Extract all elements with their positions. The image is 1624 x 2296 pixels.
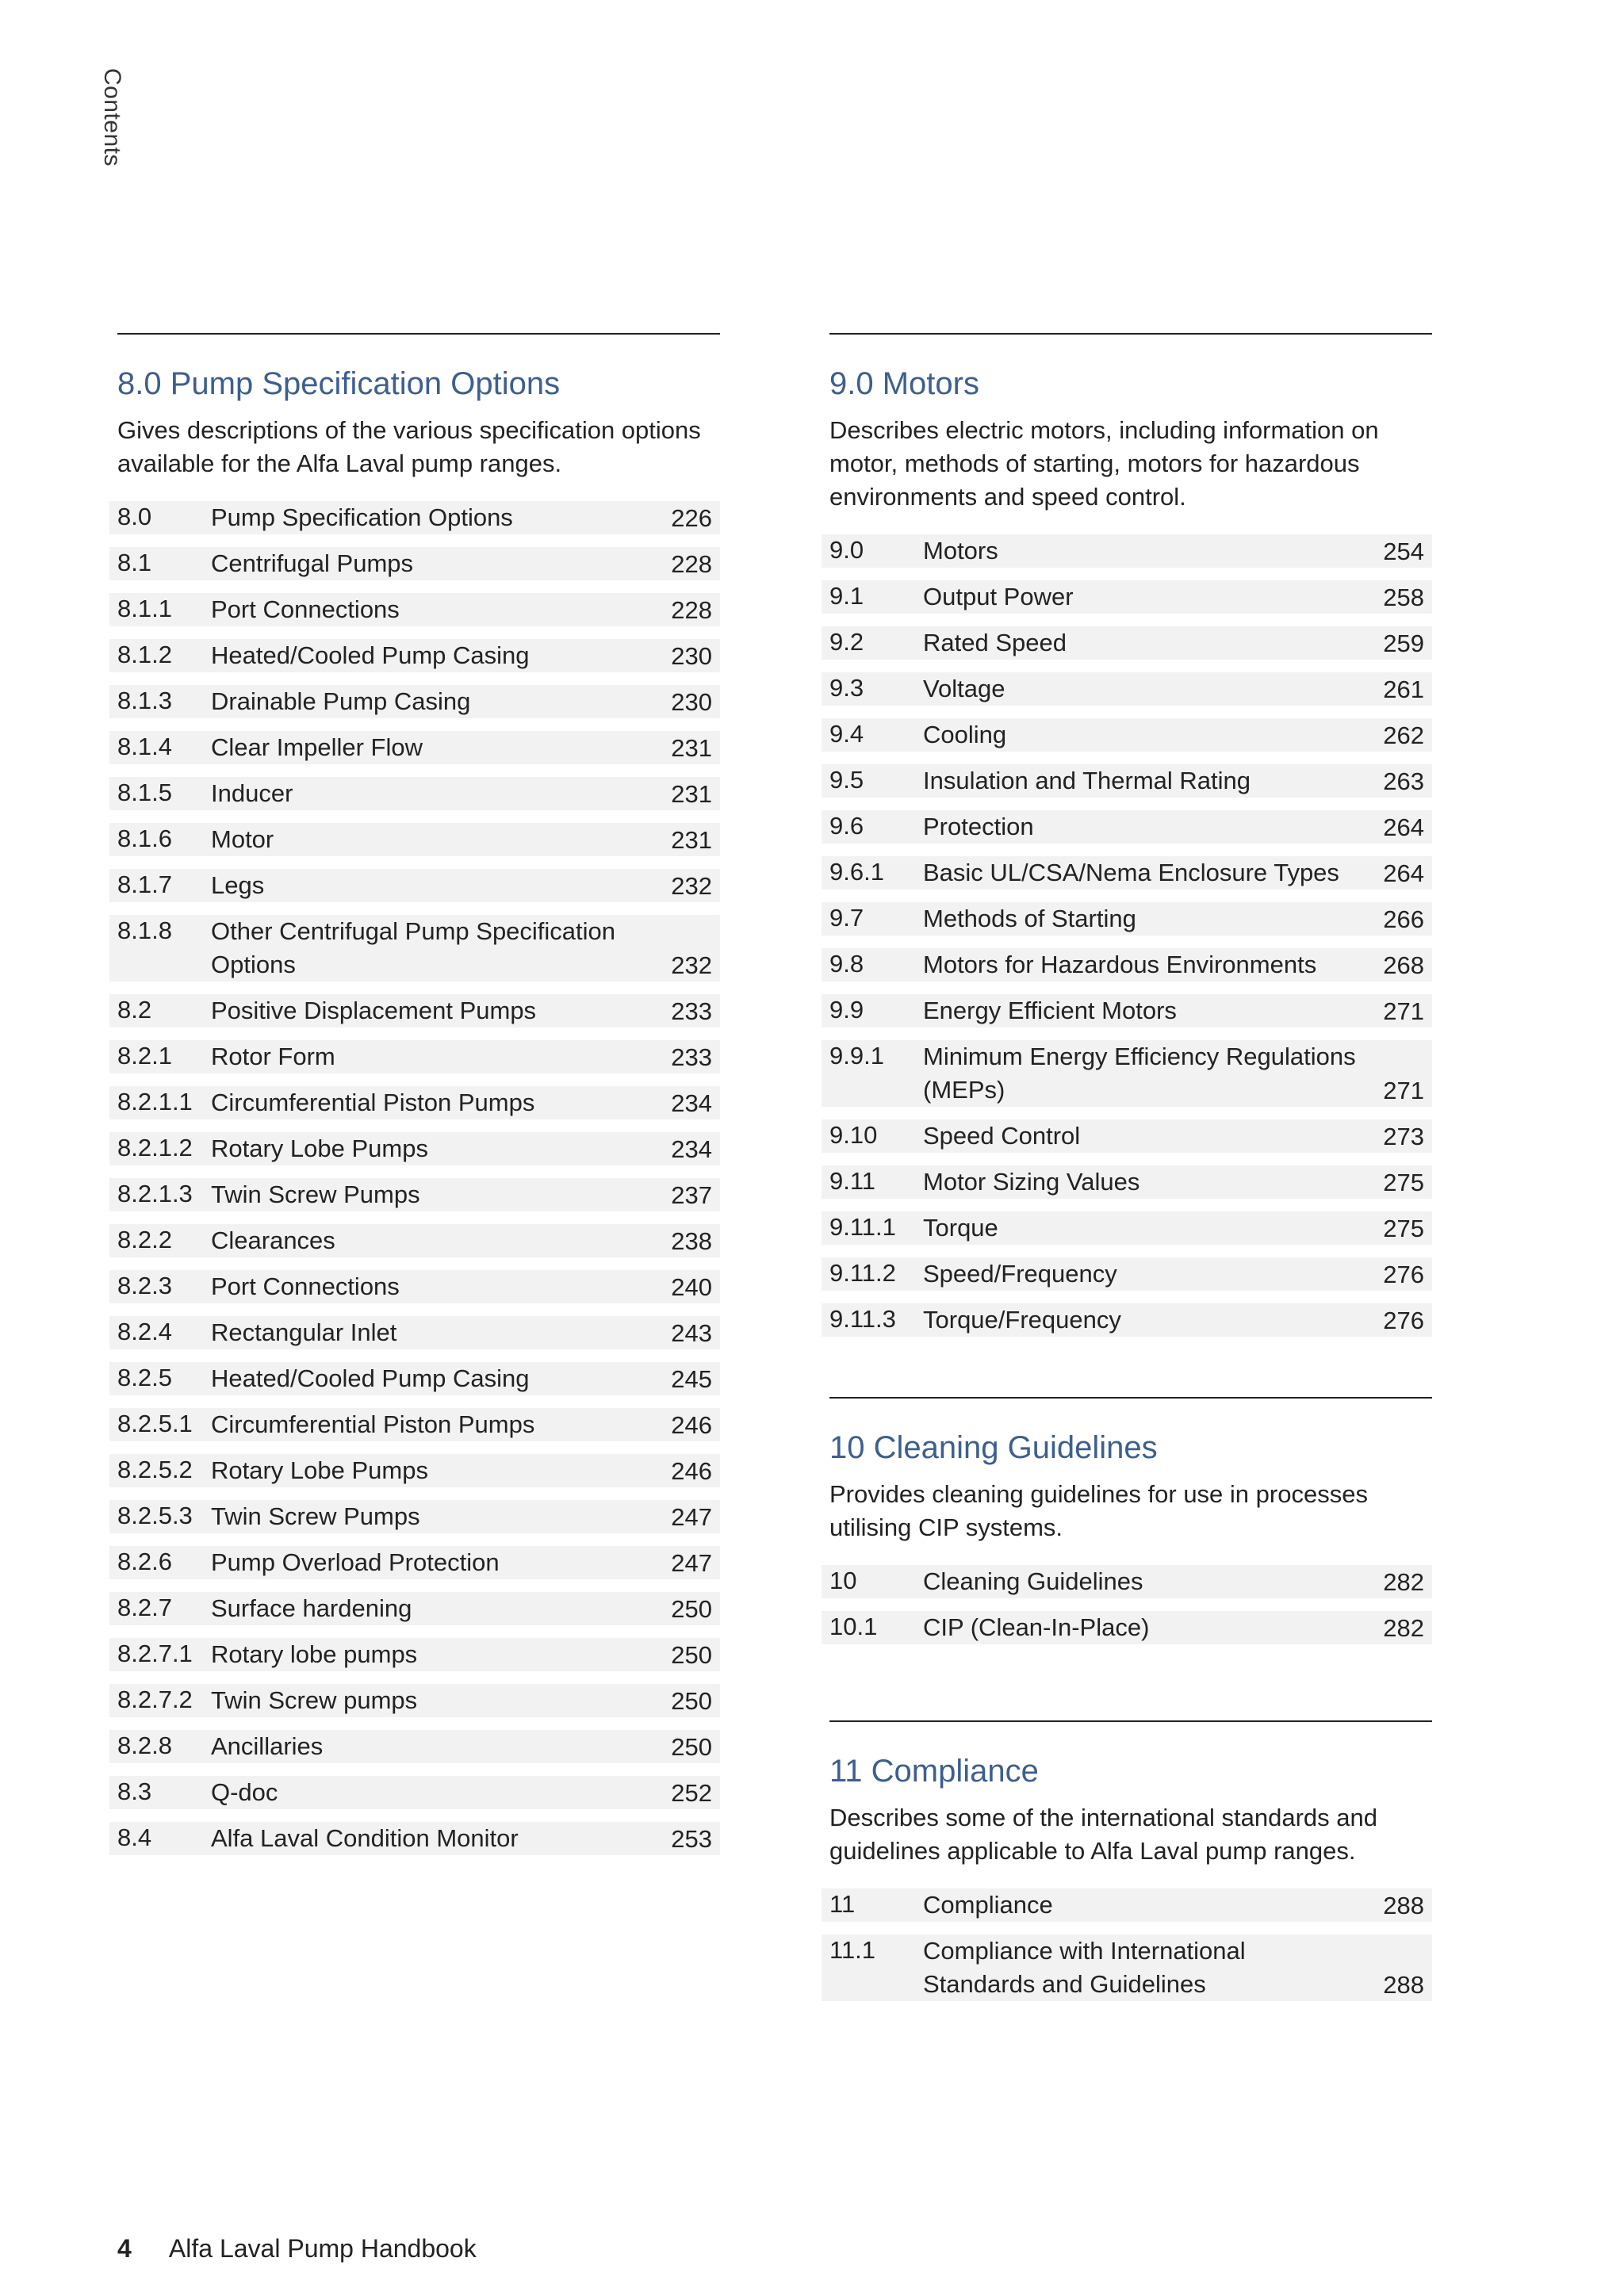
toc-entry-title: Rated Speed <box>923 629 1067 656</box>
toc-entry[interactable] <box>822 1119 1432 1153</box>
toc-entry-number: 9.5 <box>829 766 864 794</box>
toc-entry-number: 8.1.7 <box>117 871 172 898</box>
toc-entry-page: 271 <box>1383 997 1424 1025</box>
toc-entry-number: 9.11.2 <box>829 1259 896 1287</box>
toc-entry-number: 8.2.3 <box>117 1272 172 1299</box>
toc-entry-title: Twin Screw Pumps <box>211 1502 420 1530</box>
toc-entry-page: 231 <box>671 826 712 854</box>
toc-entry-page: 246 <box>671 1457 712 1485</box>
toc-entry-page: 275 <box>1383 1169 1424 1196</box>
toc-entry[interactable] <box>109 1086 720 1119</box>
toc-entry[interactable] <box>109 1776 720 1809</box>
toc-entry[interactable] <box>822 994 1432 1027</box>
toc-entry-number: 9.10 <box>829 1121 878 1149</box>
toc-entry[interactable] <box>109 823 720 856</box>
toc-entry-number: 9.2 <box>829 628 864 656</box>
toc-entry[interactable] <box>109 1638 720 1671</box>
toc-entry-title: Other Centrifugal Pump Specification Options <box>211 917 616 978</box>
toc-entry[interactable] <box>822 764 1432 798</box>
toc-entry-title: Minimum Energy Efficiency Regulations (MEPs) <box>923 1043 1356 1104</box>
toc-entry-title: Inducer <box>211 779 293 807</box>
toc-entry-page: 238 <box>671 1227 712 1255</box>
toc-entry[interactable] <box>109 685 720 718</box>
toc-entry-title: Clear Impeller Flow <box>211 733 423 761</box>
toc-entry-title: Speed/Frequency <box>923 1260 1117 1288</box>
toc-entry[interactable] <box>822 1040 1432 1107</box>
toc-entry-number: 8.1.4 <box>117 733 172 760</box>
toc-entry-page: 254 <box>1383 538 1424 565</box>
toc-entry-title: Alfa Laval Condition Monitor <box>211 1824 519 1852</box>
toc-entry-title: Energy Efficient Motors <box>923 997 1177 1024</box>
toc-entry-page: 259 <box>1383 629 1424 657</box>
toc-entry-number: 8.1 <box>117 549 152 576</box>
section-10 <box>822 1397 1429 1657</box>
toc-entry-number: 8.2.7 <box>117 1594 172 1621</box>
toc-entry-title: Pump Overload Protection <box>211 1548 500 1576</box>
toc-entry-page: 240 <box>671 1273 712 1301</box>
toc-entry-page: 250 <box>671 1641 712 1669</box>
toc-entry-title: Motor Sizing Values <box>923 1168 1140 1196</box>
toc-entry-number: 8.2.5.3 <box>117 1502 193 1529</box>
toc-entry[interactable] <box>109 1362 720 1395</box>
toc-entry-title: Heated/Cooled Pump Casing <box>211 641 530 669</box>
toc-entry[interactable] <box>109 1408 720 1441</box>
toc-entry-page: 230 <box>671 688 712 716</box>
toc-entry[interactable] <box>109 731 720 764</box>
toc-entry-page: 228 <box>671 550 712 578</box>
toc-entry-number: 8.4 <box>117 1823 152 1851</box>
toc-entry-number: 8.1.6 <box>117 825 172 852</box>
section-11 <box>822 1720 1429 2014</box>
toc-entry-number: 8.2.7.2 <box>117 1686 193 1713</box>
section-description: Describes some of the international standards and guidelines applicable to Alfa Laval pump ranges. <box>829 1804 1378 1865</box>
footer-book-title: Alfa Laval Pump Handbook <box>168 2234 477 2263</box>
toc-entry[interactable] <box>109 593 720 626</box>
toc-entry-number: 9.9.1 <box>829 1042 884 1070</box>
toc-entry-title: Positive Displacement Pumps <box>211 997 537 1024</box>
toc-entry[interactable] <box>109 1730 720 1763</box>
toc-entry[interactable] <box>109 1316 720 1349</box>
toc-entry-title: Torque/Frequency <box>923 1306 1121 1334</box>
toc-entry-number: 9.3 <box>829 674 864 702</box>
toc-entry-title: Q-doc <box>211 1778 278 1806</box>
section-title: 8.0 Pump Specification Options <box>117 366 561 401</box>
toc-entry-number: 9.0 <box>829 536 864 564</box>
toc-entry[interactable] <box>822 1611 1432 1644</box>
toc-entry-number: 9.11.1 <box>829 1213 896 1241</box>
toc-entry-number: 8.2.1.1 <box>117 1088 193 1115</box>
toc-entry-page: 261 <box>1383 675 1424 703</box>
toc-entry-page: 231 <box>671 780 712 808</box>
toc-entry-title: Ancillaries <box>211 1732 324 1760</box>
toc-entry-page: 250 <box>671 1733 712 1761</box>
section-divider <box>829 1720 1432 1722</box>
toc-entry-page: 264 <box>1383 859 1424 887</box>
toc-entry-title: Port Connections <box>211 595 400 623</box>
toc-entry[interactable] <box>822 810 1432 844</box>
section-divider <box>117 333 720 335</box>
toc-entry-number: 11 <box>829 1890 856 1918</box>
section-8 <box>109 333 717 1868</box>
section-title: 11 Compliance <box>829 1754 1039 1789</box>
toc-entry[interactable] <box>109 1224 720 1257</box>
toc-entry-number: 10 <box>829 1567 857 1594</box>
toc-entry-title: Clearances <box>211 1226 335 1254</box>
toc-entry[interactable] <box>822 672 1432 706</box>
toc-entry-title: Torque <box>923 1214 998 1242</box>
toc-entry-page: 273 <box>1383 1123 1424 1150</box>
toc-entry-page: 276 <box>1383 1261 1424 1288</box>
toc-entry-title: Port Connections <box>211 1272 400 1300</box>
toc-entry-number: 8.2.5 <box>117 1364 172 1391</box>
toc-entry-number: 9.11 <box>829 1167 876 1195</box>
toc-entry[interactable] <box>109 994 720 1027</box>
toc-entry-title: Rectangular Inlet <box>211 1318 397 1346</box>
toc-entry[interactable] <box>822 856 1432 890</box>
toc-entry-title: Surface hardening <box>211 1594 412 1622</box>
toc-entry-title: Rotary Lobe Pumps <box>211 1456 428 1484</box>
toc-entry[interactable] <box>109 1500 720 1533</box>
toc-entry-number: 9.6.1 <box>829 858 884 886</box>
toc-entry-page: 233 <box>671 997 712 1025</box>
toc-entry-number: 9.4 <box>829 720 864 748</box>
toc-entry[interactable] <box>822 1934 1432 2001</box>
page-footer <box>117 2234 477 2263</box>
toc-entry-page: 288 <box>1383 1971 1424 1999</box>
toc-entry-number: 9.11.3 <box>829 1305 896 1333</box>
toc-entry[interactable] <box>822 626 1432 660</box>
toc-entry-page: 264 <box>1383 813 1424 841</box>
toc-entry-number: 8.2.8 <box>117 1732 172 1759</box>
toc-entry-number: 9.8 <box>829 950 864 978</box>
toc-entry-number: 9.6 <box>829 812 864 840</box>
toc-entry-page: 271 <box>1383 1077 1424 1104</box>
toc-entry[interactable] <box>822 534 1432 568</box>
toc-entry[interactable] <box>822 1257 1432 1291</box>
toc-entry-title: Rotor Form <box>211 1043 335 1070</box>
toc-entry-page: 234 <box>671 1135 712 1163</box>
toc-entry[interactable] <box>109 639 720 672</box>
toc-entry[interactable] <box>109 1040 720 1073</box>
toc-entry-number: 8.2.2 <box>117 1226 172 1253</box>
section-divider <box>829 1397 1432 1399</box>
toc-entry-title: Twin Screw Pumps <box>211 1181 420 1208</box>
toc-entry-number: 9.9 <box>829 996 864 1024</box>
toc-entry[interactable] <box>109 915 720 982</box>
toc-entry-title: Basic UL/CSA/Nema Enclosure Types <box>923 859 1339 886</box>
toc-entry-page: 268 <box>1383 951 1424 979</box>
toc-entry-page: 226 <box>671 504 712 532</box>
toc-entry-number: 11.1 <box>829 1936 876 1964</box>
toc-entry[interactable] <box>109 1270 720 1303</box>
toc-entry-page: 275 <box>1383 1215 1424 1242</box>
toc-entry[interactable] <box>109 1178 720 1211</box>
toc-entry-number: 8.2.5.2 <box>117 1456 193 1483</box>
toc-entry-number: 8.1.5 <box>117 779 172 806</box>
toc-entry-number: 8.2.6 <box>117 1548 172 1575</box>
toc-entry-title: Speed Control <box>923 1122 1081 1150</box>
section-description: Provides cleaning guidelines for use in processes utilising CIP systems. <box>829 1480 1368 1541</box>
toc-entry-title: Drainable Pump Casing <box>211 687 471 715</box>
toc-entry-page: 233 <box>671 1043 712 1071</box>
toc-entry[interactable] <box>109 547 720 580</box>
toc-entry[interactable] <box>109 1454 720 1487</box>
toc-entry-page: 282 <box>1383 1568 1424 1596</box>
section-title: 10 Cleaning Guidelines <box>829 1430 1158 1465</box>
toc-entry-title: Cleaning Guidelines <box>923 1567 1143 1595</box>
toc-list <box>822 1565 1429 1644</box>
toc-entry-page: 250 <box>671 1595 712 1623</box>
toc-entry-page: 232 <box>671 951 712 979</box>
toc-entry-title: Pump Specification Options <box>211 503 513 531</box>
toc-entry-page: 252 <box>671 1779 712 1807</box>
toc-entry-title: Compliance with International Standards and Guidelines <box>923 1937 1246 1998</box>
toc-entry-page: 250 <box>671 1687 712 1715</box>
toc-entry[interactable] <box>822 902 1432 936</box>
toc-entry-number: 8.1.3 <box>117 687 172 714</box>
toc-entry-number: 8.3 <box>117 1777 152 1805</box>
toc-entry-title: Circumferential Piston Pumps <box>211 1410 535 1438</box>
toc-entry-page: 282 <box>1383 1614 1424 1642</box>
toc-entry-title: Twin Screw pumps <box>211 1686 418 1714</box>
toc-entry-number: 9.1 <box>829 582 864 610</box>
toc-entry-number: 10.1 <box>829 1613 878 1640</box>
toc-list <box>822 1888 1429 2001</box>
toc-entry-title: Motors for Hazardous Environments <box>923 951 1317 978</box>
toc-entry[interactable] <box>822 1211 1432 1245</box>
toc-entry[interactable] <box>822 1888 1432 1922</box>
toc-entry[interactable] <box>109 1132 720 1165</box>
section-description: Describes electric motors, including information on motor, methods of starting, motors for hazardous environments and speed control. <box>829 416 1379 511</box>
section-divider <box>829 333 1432 335</box>
toc-entry[interactable] <box>109 1546 720 1579</box>
toc-entry-title: Motor <box>211 825 274 853</box>
toc-entry-title: Insulation and Thermal Rating <box>923 767 1251 794</box>
toc-entry[interactable] <box>822 948 1432 982</box>
toc-entry-page: 247 <box>671 1503 712 1531</box>
toc-entry[interactable] <box>109 1822 720 1855</box>
toc-entry-page: 228 <box>671 596 712 624</box>
toc-entry[interactable] <box>822 718 1432 752</box>
toc-entry-page: 266 <box>1383 905 1424 933</box>
toc-entry[interactable] <box>109 1684 720 1717</box>
toc-entry-page: 237 <box>671 1181 712 1209</box>
toc-entry-number: 8.2.4 <box>117 1318 172 1345</box>
toc-entry-title: Cooling <box>923 721 1007 748</box>
toc-entry[interactable] <box>822 1565 1432 1598</box>
toc-entry-page: 232 <box>671 872 712 900</box>
toc-entry-title: Voltage <box>923 675 1005 702</box>
toc-entry-title: Protection <box>923 813 1034 840</box>
toc-entry-title: Rotary lobe pumps <box>211 1640 418 1668</box>
toc-entry-title: Centrifugal Pumps <box>211 549 414 577</box>
toc-entry-page: 288 <box>1383 1892 1424 1919</box>
side-label-contents: Contents <box>99 67 125 167</box>
toc-entry-title: Rotary Lobe Pumps <box>211 1135 428 1162</box>
toc-entry-page: 231 <box>671 734 712 762</box>
toc-entry-title: Methods of Starting <box>923 905 1136 932</box>
toc-entry-title: CIP (Clean-In-Place) <box>923 1613 1150 1641</box>
toc-entry[interactable] <box>822 580 1432 614</box>
toc-entry-number: 8.2 <box>117 996 152 1024</box>
toc-entry-number: 8.1.2 <box>117 641 172 668</box>
toc-entry-page: 234 <box>671 1089 712 1117</box>
toc-entry[interactable] <box>822 1165 1432 1199</box>
toc-entry-title: Compliance <box>923 1891 1053 1919</box>
toc-entry-number: 8.2.5.1 <box>117 1410 193 1437</box>
toc-entry-page: 263 <box>1383 767 1424 795</box>
footer-page-number: 4 <box>117 2234 132 2263</box>
toc-list <box>109 501 717 1855</box>
toc-entry-page: 246 <box>671 1411 712 1439</box>
toc-entry-page: 258 <box>1383 584 1424 611</box>
toc-entry-number: 9.7 <box>829 904 864 932</box>
toc-entry-title: Legs <box>211 871 265 899</box>
toc-entry-number: 8.1.8 <box>117 916 172 944</box>
toc-entry[interactable] <box>822 1303 1432 1337</box>
toc-entry-page: 253 <box>671 1825 712 1853</box>
toc-entry[interactable] <box>109 869 720 902</box>
toc-entry-number: 8.2.1.3 <box>117 1180 193 1207</box>
toc-entry-page: 245 <box>671 1365 712 1393</box>
toc-entry-number: 8.0 <box>117 503 152 530</box>
toc-entry-page: 247 <box>671 1549 712 1577</box>
toc-entry-page: 262 <box>1383 721 1424 749</box>
toc-entry[interactable] <box>109 501 720 534</box>
toc-entry-title: Motors <box>923 537 998 564</box>
section-description: Gives descriptions of the various specification options available for the Alfa Laval pump ranges. <box>117 416 701 477</box>
toc-entry-number: 8.2.1.2 <box>117 1134 193 1161</box>
toc-entry[interactable] <box>109 1592 720 1625</box>
toc-entry-number: 8.1.1 <box>117 595 172 622</box>
toc-entry-page: 230 <box>671 642 712 670</box>
toc-list <box>822 534 1429 1337</box>
toc-entry-title: Circumferential Piston Pumps <box>211 1089 535 1116</box>
toc-entry[interactable] <box>109 777 720 810</box>
toc-entry-page: 276 <box>1383 1307 1424 1334</box>
toc-entry-number: 8.2.1 <box>117 1042 172 1070</box>
toc-entry-number: 8.2.7.1 <box>117 1640 193 1667</box>
section-9 <box>822 333 1429 1349</box>
toc-entry-page: 243 <box>671 1319 712 1347</box>
toc-entry-title: Heated/Cooled Pump Casing <box>211 1364 530 1392</box>
section-title: 9.0 Motors <box>829 366 979 401</box>
toc-entry-title: Output Power <box>923 583 1074 610</box>
